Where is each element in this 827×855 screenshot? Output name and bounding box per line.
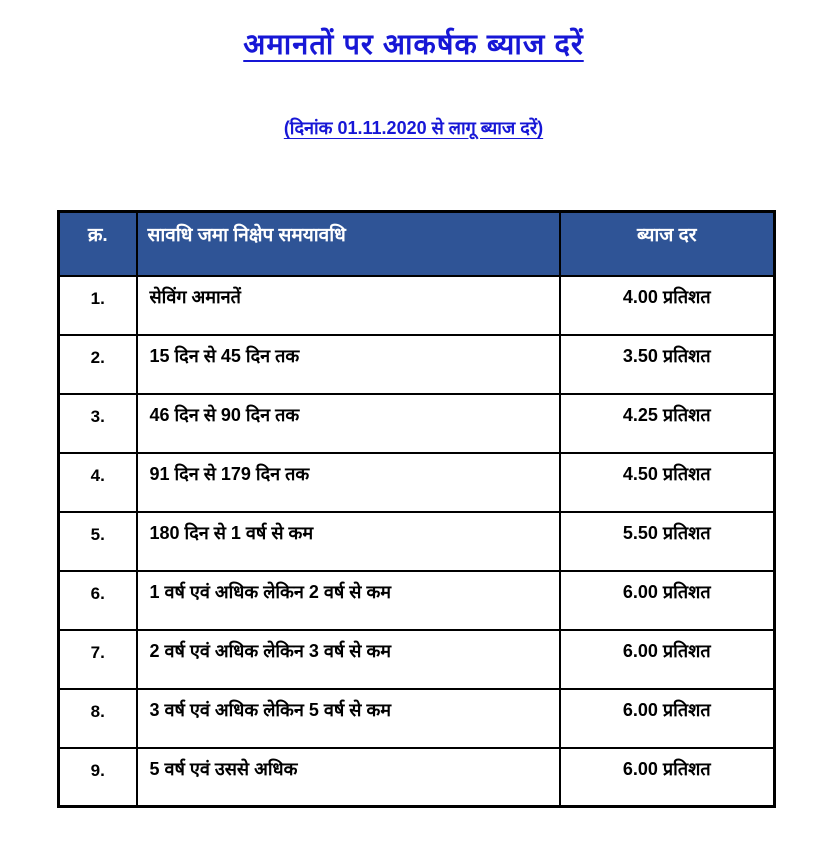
period-cell: 5 वर्ष एवं उससे अधिक	[137, 748, 560, 807]
rate-cell: 3.50 प्रतिशत	[560, 335, 775, 394]
serial-cell: 1.	[59, 276, 137, 335]
serial-cell: 2.	[59, 335, 137, 394]
column-header-period: सावधि जमा निक्षेप समयावधि	[137, 212, 560, 276]
serial-cell: 9.	[59, 748, 137, 807]
table-header-row	[59, 212, 775, 276]
page-title: अमानतों पर आकर्षक ब्याज दरें	[243, 29, 584, 61]
table-row	[59, 276, 775, 335]
serial-cell: 3.	[59, 394, 137, 453]
serial-cell: 4.	[59, 453, 137, 512]
table-row	[59, 453, 775, 512]
period-cell: 1 वर्ष एवं अधिक लेकिन 2 वर्ष से कम	[137, 571, 560, 630]
rate-cell: 6.00 प्रतिशत	[560, 630, 775, 689]
rate-cell: 5.50 प्रतिशत	[560, 512, 775, 571]
serial-cell: 8.	[59, 689, 137, 748]
table-head	[59, 212, 775, 276]
period-cell: 3 वर्ष एवं अधिक लेकिन 5 वर्ष से कम	[137, 689, 560, 748]
period-cell: 180 दिन से 1 वर्ष से कम	[137, 512, 560, 571]
serial-cell: 7.	[59, 630, 137, 689]
table-row	[59, 689, 775, 748]
period-cell: 2 वर्ष एवं अधिक लेकिन 3 वर्ष से कम	[137, 630, 560, 689]
rate-cell: 4.25 प्रतिशत	[560, 394, 775, 453]
column-header-serial: क्र.	[59, 212, 137, 276]
serial-cell: 6.	[59, 571, 137, 630]
column-header-rate: ब्याज दर	[560, 212, 775, 276]
rate-cell: 6.00 प्रतिशत	[560, 689, 775, 748]
rate-cell: 6.00 प्रतिशत	[560, 571, 775, 630]
rate-cell: 4.00 प्रतिशत	[560, 276, 775, 335]
period-cell: 46 दिन से 90 दिन तक	[137, 394, 560, 453]
table-row	[59, 512, 775, 571]
table-row	[59, 630, 775, 689]
table-row	[59, 571, 775, 630]
period-cell: 15 दिन से 45 दिन तक	[137, 335, 560, 394]
rate-cell: 4.50 प्रतिशत	[560, 453, 775, 512]
table-row	[59, 335, 775, 394]
period-cell: 91 दिन से 179 दिन तक	[137, 453, 560, 512]
table-row	[59, 748, 775, 807]
table-row	[59, 394, 775, 453]
serial-cell: 5.	[59, 512, 137, 571]
period-cell: सेविंग अमानतें	[137, 276, 560, 335]
page-subtitle: (दिनांक 01.11.2020 से लागू ब्याज दरें)	[283, 118, 544, 138]
table-body	[59, 276, 775, 807]
interest-rates-table	[57, 210, 776, 808]
rate-cell: 6.00 प्रतिशत	[560, 748, 775, 807]
